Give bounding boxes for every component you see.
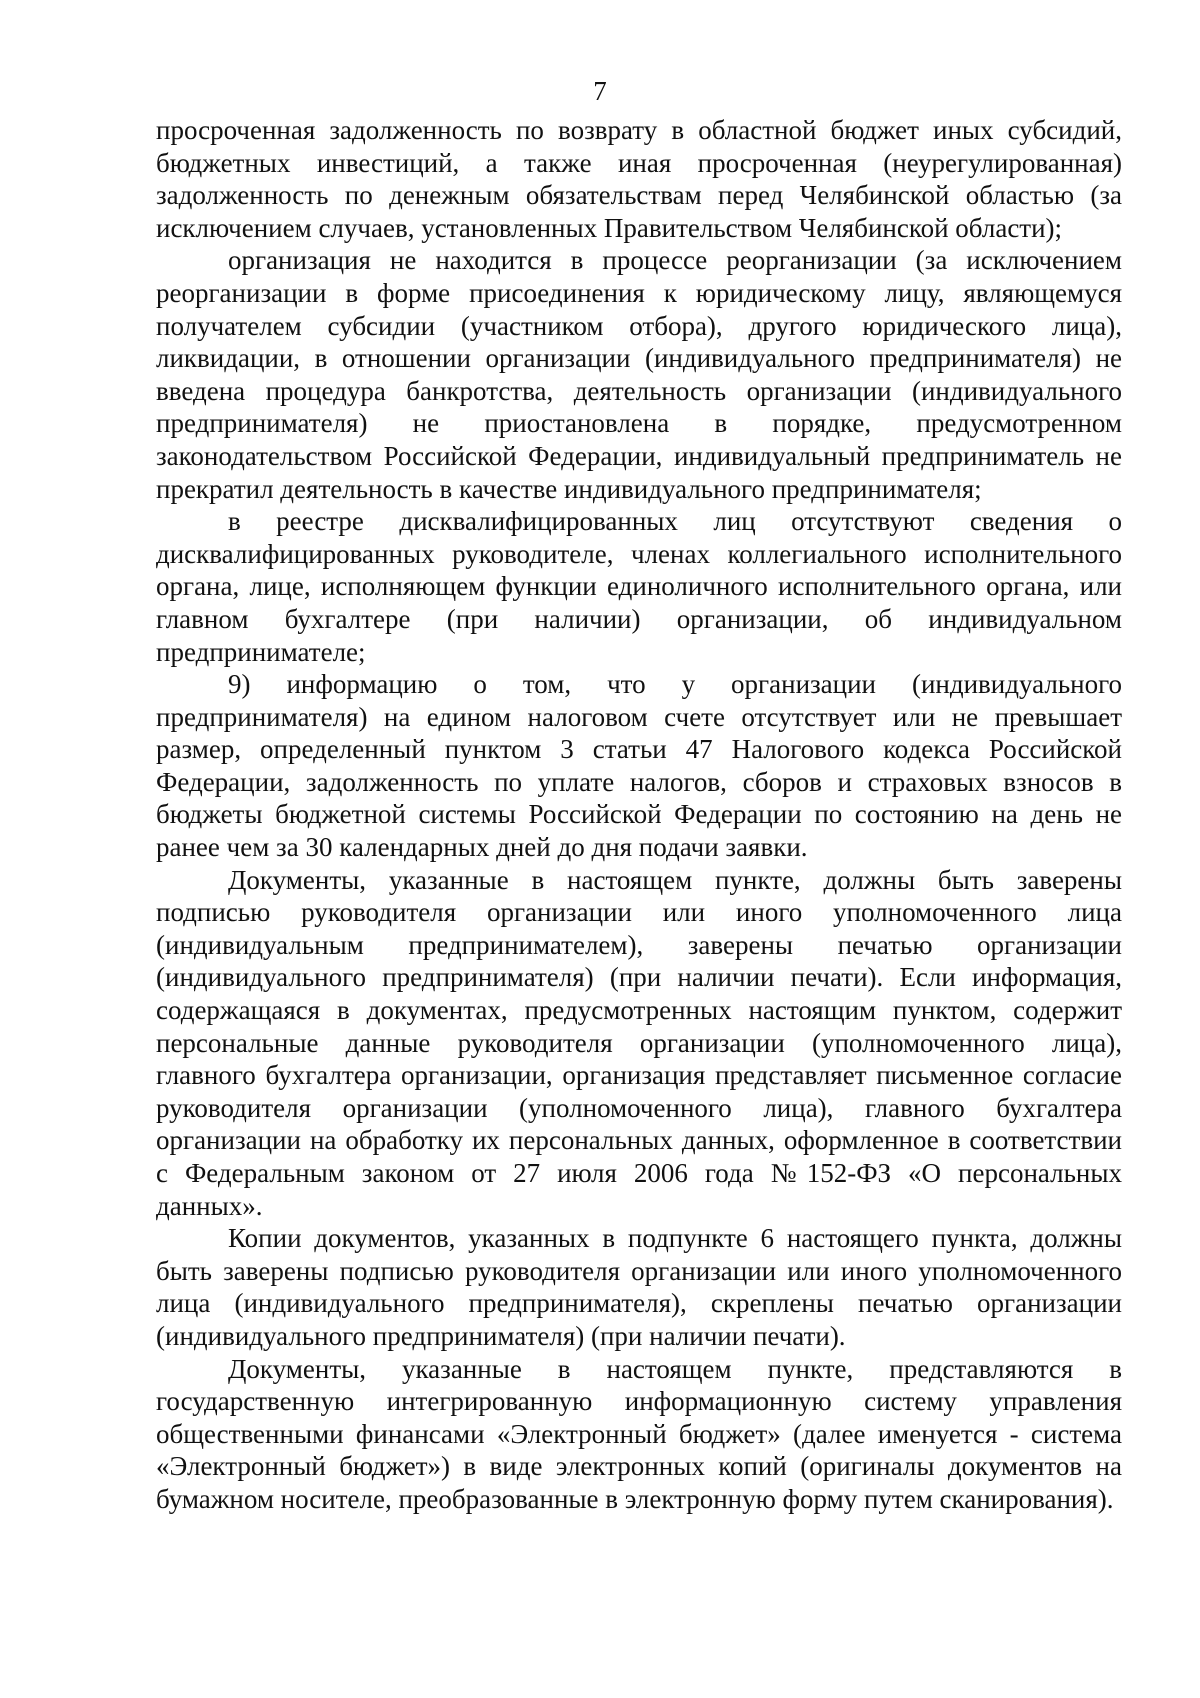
paragraph-overdue-debt: просроченная задолженность по возврату в областной бюджет иных субсидий, бюджетных инвестиций, а также иная просроченная (неурегулированная) задолженность по денежным обязательствам перед Челябинской областью (за исключением случаев, установленных Правительством Челябинской области);: [156, 115, 1122, 243]
page-number: 7: [593, 76, 607, 106]
paragraph-disqualified-registry: в реестре дисквалифицированных лиц отсутствуют сведения о дисквалифицированных руководителе, членах коллегиального исполнительного органа, лице, исполняющем функции единоличного исполнительного органа, или главном бухгалтере (при наличии) организации, об индивидуальном предпринимателе;: [156, 506, 1122, 667]
paragraph-document-certification: Документы, указанные в настоящем пункте, должны быть заверены подписью руководителя организации или иного уполномоченного лица (индивидуальным предпринимателем), заверены печатью организации (индивидуального предпринимателя) (при наличии печати). Если информация, содержащаяся в документах, предусмотренных настоящим пунктом, содержит персональные данные руководителя организации (уполномоченного лица), главного бухгалтера организации, организация представляет письменное согласие руководителя организации (уполномоченного лица), главного бухгалтера организации на обработку их персональных данных, оформленное в соответствии с Федеральным законом от 27 июля 2006 года №152-ФЗ «О персональных данных».: [156, 864, 1122, 1221]
paragraph-item-9-tax-info: 9) информацию о том, что у организации (индивидуального предпринимателя) на едином налоговом счете отсутствует или не превышает размер, определенный пунктом 3 статьи 47 Налогового кодекса Российской Федерации, задолженность по уплате налогов, сборов и страховых взносов в бюджеты бюджетной системы Российской Федерации по состоянию на день не ранее чем за 30 календарных дней до дня подачи заявки.: [156, 669, 1122, 863]
paragraph-electronic-budget: Документы, указанные в настоящем пункте, представляются в государственную интегрированную информационную систему управления общественными финансами «Электронный бюджет» (далее именуется - система «Электронный бюджет») в виде электронных копий (оригиналы документов на бумажном носителе, преобразованные в электронную форму путем сканирования).: [156, 1353, 1122, 1514]
paragraph-reorganization: организация не находится в процессе реорганизации (за исключением реорганизации в форме присоединения к юридическому лицу, являющемуся получателем субсидии (участником отбора), другого юридического лица), ликвидации, в отношении организации (индивидуального предпринимателя) не введена процедура банкротства, деятельность организации (индивидуального предпринимателя) не приостановлена в порядке, предусмотренном законодательством Российской Федерации, индивидуальный предприниматель не прекратил деятельность в качестве индивидуального предпринимателя;: [156, 245, 1122, 504]
document-body: [156, 114, 1122, 1516]
paragraph-copies-certification: Копии документов, указанных в подпункте 6 настоящего пункта, должны быть заверены подписью руководителя организации или иного уполномоченного лица (индивидуального предпринимателя), скреплены печатью организации (индивидуального предпринимателя) (при наличии печати).: [156, 1223, 1122, 1351]
